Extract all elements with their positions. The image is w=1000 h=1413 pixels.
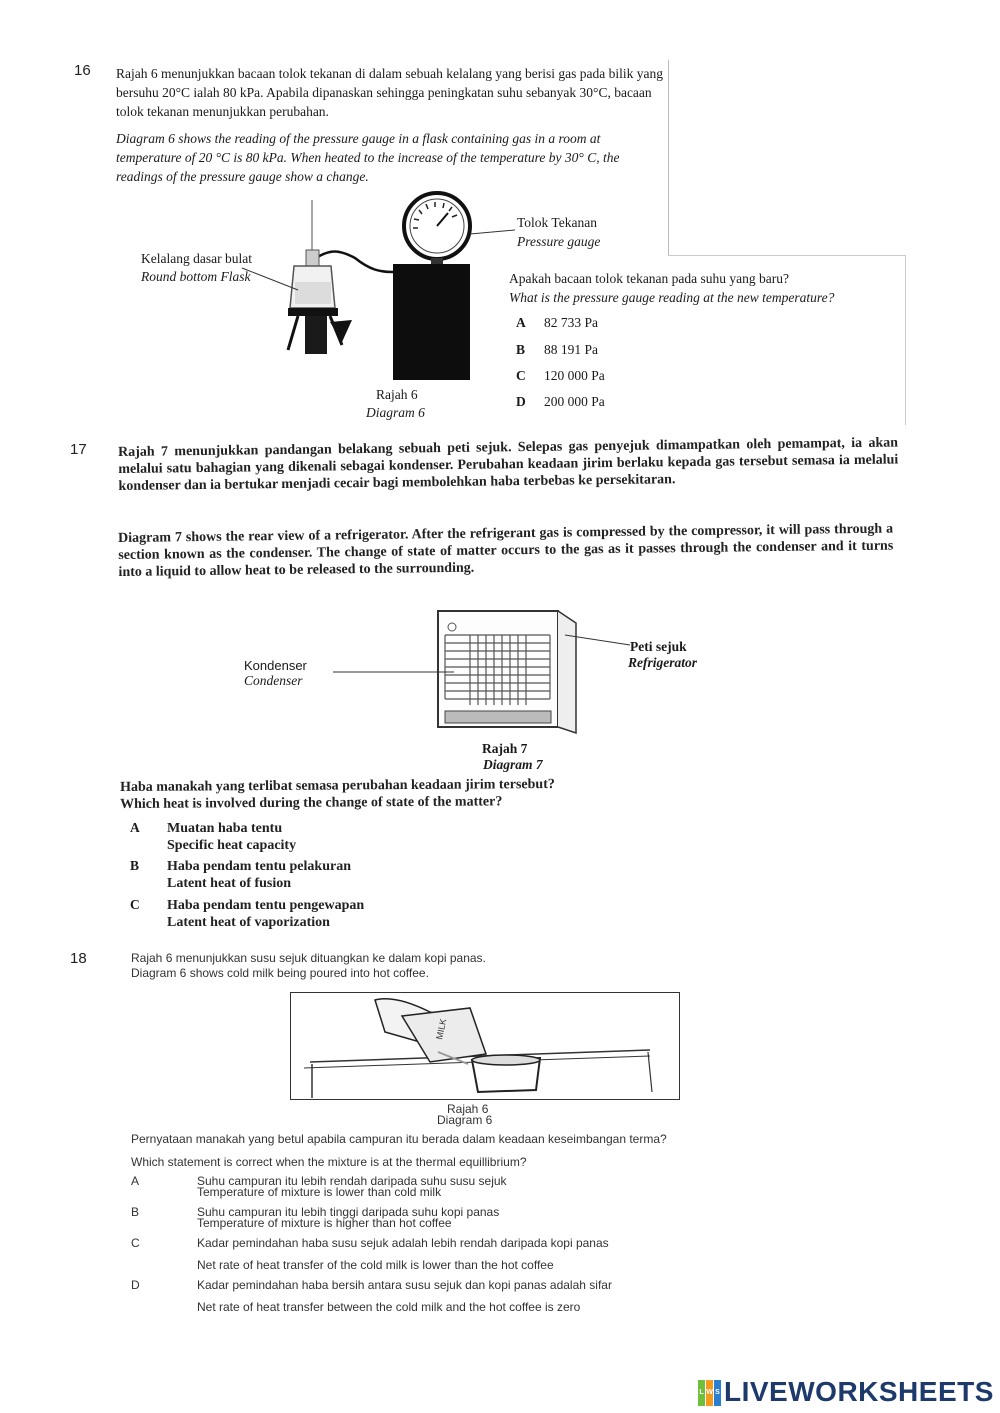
label-condenser: Condenser [244, 673, 303, 688]
caption-diagram-7: Diagram 7 [483, 757, 543, 772]
q17-question-english: Which heat is involved during the change of state of the matter? [120, 794, 503, 812]
option-text-english: Latent heat of fusion [167, 876, 292, 891]
q18-question-english: Which statement is correct when the mixture is at the thermal equillibrium? [131, 1155, 527, 1169]
label-peti-sejuk: Peti sejuk [630, 639, 687, 654]
label-refrigerator: Refrigerator [628, 655, 697, 670]
option-text-malay: Suhu campuran itu lebih rendah daripada suhu susu sejuk [197, 1174, 507, 1188]
q17-stem-malay: Rajah 7 menunjukkan pandangan belakang sebuah peti sejuk. Selepas gas penyejuk dimampatkan oleh pemampat, ia akan melalui satu bahagian yang dikenali sebagai kondenser. Perubahan keadaan jirim berlaku kepada gas tersebut semasa ia melalui kondenser dan ia bertukar menjadi cecair bagi membolehkan haba terbebas ke persekitaran. [118, 435, 899, 494]
liveworksheets-logo-icon [698, 1380, 722, 1406]
label-kondenser: Kondenser [244, 658, 307, 673]
q16-stem-malay: Rajah 6 menunjukkan bacaan tolok tekanan di dalam sebuah kelalang yang berisi gas pada bilik yang bersuhu 20°C ialah 80 kPa. Apabila dipanaskan sehingga peningkatan suhu sebanyak 30°C, bacaan tolok tekanan menunjukkan perubahan. [116, 66, 663, 119]
q18-milk-coffee-illustration [290, 992, 680, 1100]
logo-letter-l: L [698, 1380, 705, 1406]
caption-rajah-7: Rajah 7 [482, 741, 528, 756]
q17-refrigerator-diagram [240, 605, 740, 740]
q16-frame-line [668, 255, 906, 256]
option-text-english: Net rate of heat transfer of the cold milk is lower than the hot coffee [197, 1258, 554, 1272]
question-number-16: 16 [74, 62, 91, 79]
option-letter: A [130, 820, 140, 835]
milk-carton-label: MILK [434, 1017, 449, 1041]
option-letter: B [516, 342, 526, 357]
gauge-pointer-line [470, 230, 515, 234]
option-letter: D [516, 394, 526, 409]
logo-letter-w: W [706, 1380, 713, 1406]
q16-question-malay: Apakah bacaan tolok tekanan pada suhu yang baru? [509, 271, 790, 286]
caption-diagram-6-q18: Diagram 6 [437, 1113, 493, 1127]
q16-question-english: What is the pressure gauge reading at the new temperature? [509, 290, 835, 305]
burner [305, 316, 327, 354]
q16-stem-english: Diagram 6 shows the reading of the pressure gauge in a flask containing gas in a room at temperature of 20 °C is 80 kPa. When heated to the increase of the temperature by 30° C, the readings of the pressure gauge show a change. [116, 131, 620, 184]
q16-option-c[interactable] [516, 367, 605, 385]
option-text: 88 191 Pa [544, 342, 598, 357]
option-text-english: Net rate of heat transfer between the cold milk and the hot coffee is zero [197, 1300, 581, 1314]
round-bottom-flask [290, 250, 335, 308]
option-text: 200 000 Pa [544, 394, 605, 409]
label-kelalang-dasar-bulat: Kelalang dasar bulat [141, 251, 252, 266]
option-text-malay: Muatan haba tentu [167, 821, 283, 836]
q17-question-malay: Haba manakah yang terlibat semasa perubahan keadaan jirim tersebut? [120, 776, 555, 795]
q16-frame-line [668, 60, 669, 256]
pressure-gauge-dial [404, 193, 470, 259]
q18-stem-english: Diagram 6 shows cold milk being poured into hot coffee. [131, 966, 429, 980]
option-letter: C [130, 897, 140, 912]
question-number-18: 18 [70, 950, 87, 967]
q17-stem-english: Diagram 7 shows the rear view of a refrigerator. After the refrigerant gas is compressed by the compressor, it will pass through a section known as the condenser. The change of state of matter occurs to the gas as it passes through the condenser and it turns into a liquid to allow heat to be released to the surrounding. [118, 521, 894, 580]
option-text: 120 000 Pa [544, 368, 605, 383]
label-tolok-tekanan: Tolok Tekanan [517, 215, 597, 230]
logo-letter-s: S [714, 1380, 721, 1406]
option-text-malay: Kadar pemindahan haba susu sejuk adalah lebih rendah daripada kopi panas [197, 1236, 609, 1250]
option-text-english: Temperature of mixture is higher than hot coffee [197, 1216, 452, 1230]
option-letter: B [131, 1205, 140, 1219]
q16-option-d[interactable] [516, 393, 605, 411]
option-text-english: Temperature of mixture is lower than cold milk [197, 1185, 442, 1199]
option-text-malay: Haba pendam tentu pelakuran [167, 859, 351, 874]
option-letter: C [516, 368, 526, 383]
question-number-17: 17 [70, 441, 87, 458]
option-letter: A [516, 315, 526, 330]
caption-rajah-6: Rajah 6 [376, 387, 418, 402]
option-letter: D [131, 1278, 140, 1292]
label-pressure-gauge: Pressure gauge [517, 234, 601, 249]
option-text-english: Specific heat capacity [167, 838, 297, 853]
pump-unit [393, 264, 470, 380]
option-letter: C [131, 1236, 140, 1250]
option-text: 82 733 Pa [544, 315, 598, 330]
q18-question-malay: Pernyataan manakah yang betul apabila campuran itu berada dalam keadaan keseimbangan terma? [131, 1132, 667, 1146]
option-text-malay: Kadar pemindahan haba bersih antara susu sejuk dan kopi panas adalah sifar [197, 1278, 612, 1292]
q16-option-a[interactable] [516, 314, 598, 332]
option-letter: A [131, 1174, 140, 1188]
brand-name[interactable]: LIVEWORKSHEETS [724, 1376, 994, 1407]
caption-rajah-6-q18: Rajah 6 [447, 1102, 489, 1116]
option-text-malay: Suhu campuran itu lebih tinggi daripada suhu kopi panas [197, 1205, 500, 1219]
caption-diagram-6: Diagram 6 [366, 405, 425, 420]
q16-option-b[interactable] [516, 341, 598, 359]
q16-frame-line [905, 255, 906, 425]
option-text-malay: Haba pendam tentu pengewapan [167, 898, 365, 913]
label-round-bottom-flask: Round bottom Flask [141, 269, 251, 284]
option-letter: B [130, 858, 140, 873]
option-text-english: Latent heat of vaporization [167, 915, 330, 930]
q18-stem-malay: Rajah 6 menunjukkan susu sejuk dituangkan ke dalam kopi panas. [131, 951, 486, 965]
